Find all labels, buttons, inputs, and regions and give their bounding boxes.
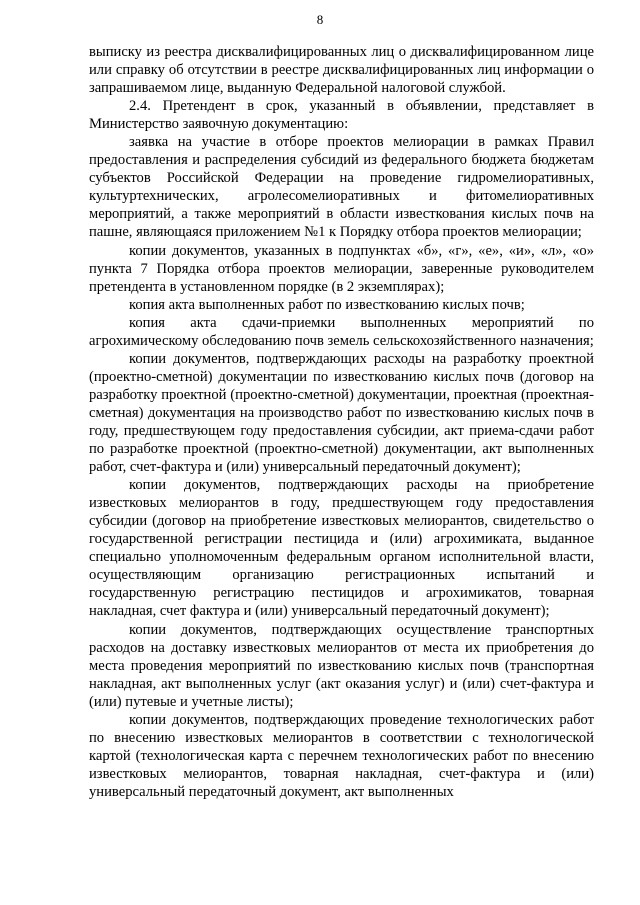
paragraph-1: выписку из реестра дисквалифицированных лиц о дисквалифицированном лице или справку об отсутствии в реестре дисквалифицированных лиц информации о запрашиваемом лице, выданную Федеральной налоговой службой. [89, 44, 594, 97]
paragraph-6: копия акта сдачи-приемки выполненных мероприятий по агрохимическому обследованию почв земель сельскохозяйственного назначения; [89, 314, 594, 349]
paragraph-8: копии документов, подтверждающих расходы на приобретение известковых мелиорантов в году, предшествующем году предоставления субсидии (договор на приобретение известковых мелиорантов, свидетельство о государственной регистрации пестицида и (или) агрохимиката, выданное специально уполномоченным федеральным органом исполнительной власти, осуществляющим организацию регистрационных испытаний и государственную регистрацию пестицидов и агрохимикатов, товарная накладная, счет фактура и (или) универсальный передаточный документ); [89, 477, 594, 620]
document-body [89, 43, 594, 801]
paragraph-3: заявка на участие в отборе проектов мелиорации в рамках Правил предоставления и распределения субсидий из федерального бюджета бюджетам субъектов Российской Федерации на проведение гидромелиоративных, культуртехнических, агролесомелиоративных и фитомелиоративных мероприятий, а также мероприятий в области известкования кислых почв на пашне, являющаяся приложением №1 к Порядку отбора проектов мелиорации; [89, 134, 594, 241]
paragraph-7: копии документов, подтверждающих расходы на разработку проектной (проектно-сметной) документации по известкованию кислых почв (договор на разработку проектной (проектно-сметной) документации, проектная (проектная-сметная) документация на производство работ по известкованию кислых почв в году, предшествующем году предоставления субсидии, акт приема-сдачи работ по разработке проектной (проектно-сметной) документации, акт выполненных работ, счет-фактура и (или) универсальный передаточный документ); [89, 350, 594, 476]
paragraph-4: копии документов, указанных в подпунктах «б», «г», «е», «и», «л», «о» пункта 7 Порядка отбора проектов мелиорации, заверенные руководителем претендента в установленном порядке (в 2 экземплярах); [89, 242, 594, 295]
paragraph-10: копии документов, подтверждающих проведение технологических работ по внесению известковых мелиорантов в соответствии с технологической картой (технологическая карта с перечнем технологических работ по внесению известковых мелиорантов, товарная накладная, счет-фактура и (или) универсальный передаточный документ, акт выполненных [89, 711, 594, 800]
paragraph-5: копия акта выполненных работ по известкованию кислых почв; [129, 296, 525, 313]
paragraph-2: 2.4. Претендент в срок, указанный в объявлении, представляет в Министерство заявочную документацию: [89, 98, 594, 133]
page-number: 8 [316, 12, 324, 27]
paragraph-9: копии документов, подтверждающих осуществление транспортных расходов на доставку известковых мелиорантов от места их приобретения до места проведения мероприятий по известкованию кислых почв (транспортная накладная, акт выполненных услуг (акт оказания услуг) и (или) счет-фактура и (или) путевые и учетные листы); [89, 621, 594, 710]
